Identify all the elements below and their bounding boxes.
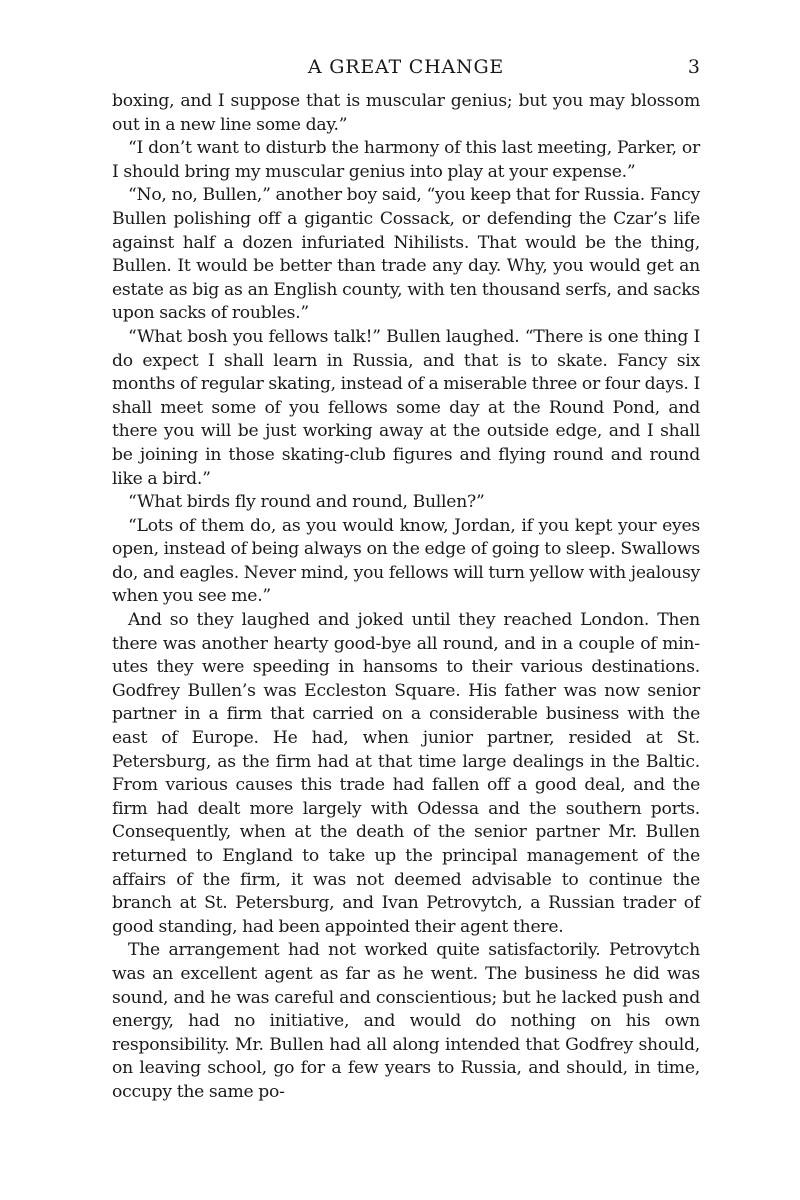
running-head: A GREAT CHANGE xyxy=(307,56,505,78)
paragraph: “I don’t want to disturb the harmony of this last meeting, Parker, or I should bring my muscular genius into play at your expense.” xyxy=(112,138,700,182)
page-header xyxy=(112,52,700,86)
body-text xyxy=(112,90,700,1105)
page-number: 3 xyxy=(687,56,700,78)
paragraph: “What birds fly round and round, Bullen?” xyxy=(128,492,485,513)
book-page xyxy=(112,52,700,1172)
paragraph: “Lots of them do, as you would know, Jordan, if you kept your eyes open, instead of being always on the edge of going to sleep. Swallows do, and eagles. Never mind, you fellows will turn yellow with jealousy when you see me.” xyxy=(112,515,700,607)
paragraph: And so they laughed and joked until they reached London. Then there was another hearty good-bye all round, and in a couple of minutes they were speeding in hansoms to their various destinations. Godfrey Bullen’s was Eccleston Square. His father was now senior partner in a firm that carried on a considerable business with the east of Europe. He had, when junior partner, resided at St. Petersburg, as the firm had at that time large dealings in the Baltic. From various causes this trade had fallen off a good deal, and the firm had dealt more largely with Odessa and the southern ports. Consequently, when at the death of the senior partner Mr. Bullen returned to England to take up the principal management of the affairs of the firm, it was not deemed advisable to continue the branch at St. Petersburg, and Ivan Petrovytch, a Russian trader of good standing, had been appointed their agent there. xyxy=(112,610,700,937)
paragraph-continuation: boxing, and I suppose that is muscular genius; but you may blossom out in a new line some day.” xyxy=(112,91,700,135)
paragraph: “No, no, Bullen,” another boy said, “you keep that for Russia. Fancy Bullen polishing off a gigantic Cossack, or defending the Czar’s life against half a dozen infuriated Nihilists. That would be the thing, Bullen. It would be better than trade any day. Why, you would get an estate as big as an English county, with ten thousand serfs, and sacks upon sacks of roubles.” xyxy=(112,185,700,324)
paragraph: The arrangement had not worked quite satisfactorily. Petrovytch was an excellent agent as far as he went. The business he did was sound, and he was careful and conscientious; but he lacked push and energy, had no initiative, and would do nothing on his own responsibility. Mr. Bullen had all along intended that Godfrey should, on leaving school, go for a few years to Russia, and should, in time, occupy the same po- xyxy=(112,940,700,1102)
paragraph: “What bosh you fellows talk!” Bullen laughed. “There is one thing I do expect I shall learn in Russia, and that is to skate. Fancy six months of regular skating, instead of a miserable three or four days. I shall meet some of you fellows some day at the Round Pond, and there you will be just working away at the outside edge, and I shall be joining in those skating-club figures and flying round and round like a bird.” xyxy=(112,326,700,489)
